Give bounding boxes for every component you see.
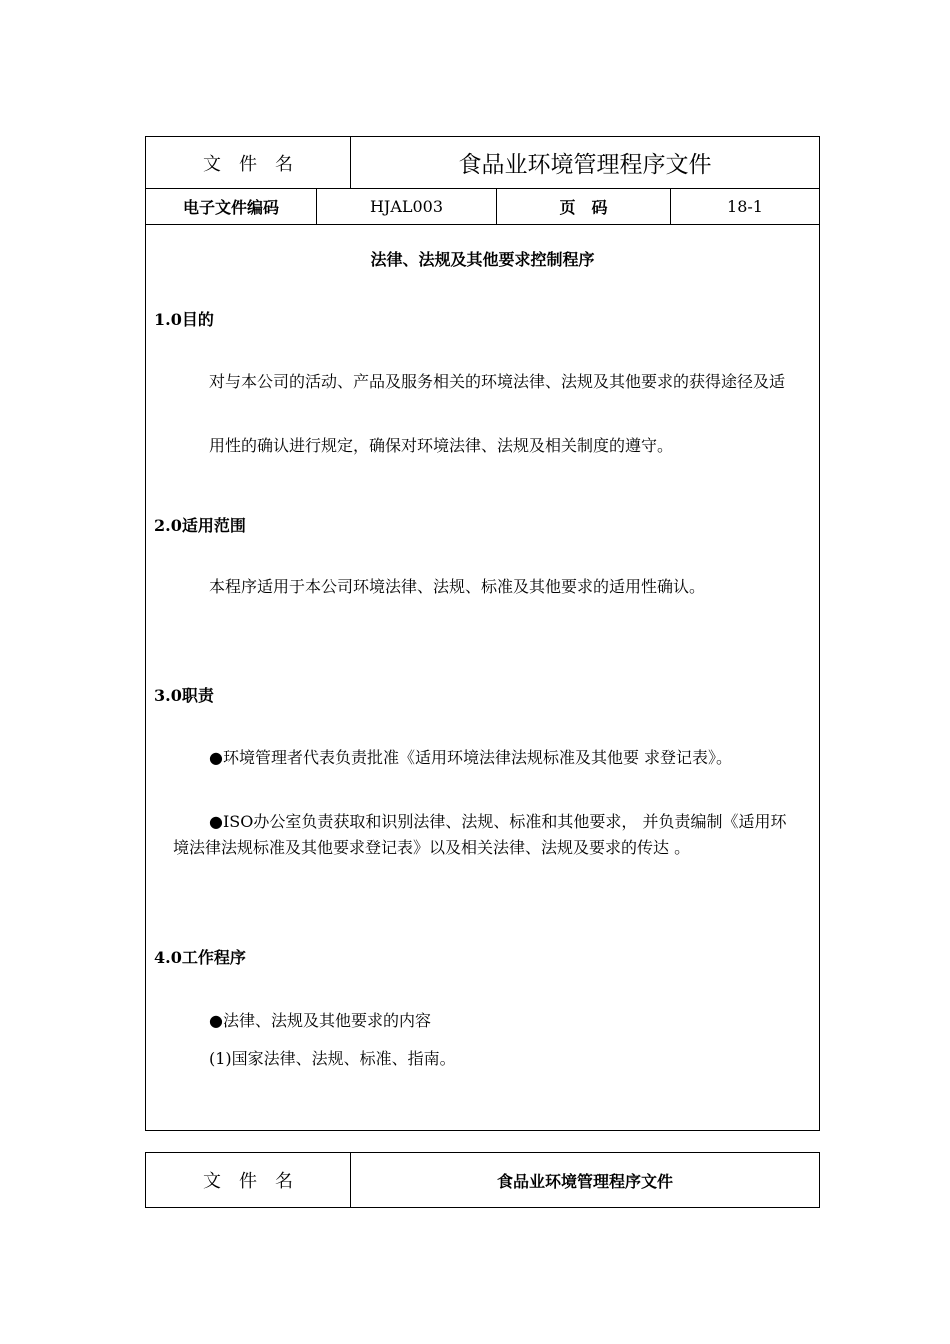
scope-paragraph: 本程序适用于本公司环境法律、法规、标准及其他要求的适用性确认。 bbox=[209, 577, 706, 596]
responsibility-paragraph-2: ●ISO办公室负责获取和识别法律、法规、标准和其他要求， 并负责编制《适用环境法律法规标准及其他要求登记表》以及相关法律、法规及要求的传达 。 bbox=[173, 812, 787, 857]
procedure-title: 法律、法规及其他要求控制程序 bbox=[370, 250, 595, 269]
file-name-value: 食品业环境管理程序文件 bbox=[458, 152, 712, 178]
header-row-code bbox=[146, 188, 819, 225]
next-file-name-value-cell bbox=[351, 1153, 819, 1207]
purpose-paragraph-1: 对与本公司的活动、产品及服务相关的环境法律、法规及其他要求的获得途径及适 bbox=[209, 372, 786, 391]
page-value: 18-1 bbox=[727, 196, 763, 216]
header-row-file-name bbox=[146, 137, 819, 189]
page-value-cell bbox=[671, 188, 819, 224]
code-value: HJAL003 bbox=[369, 196, 444, 216]
responsibility-paragraph-1: ●环境管理者代表负责批准《适用环境法律法规标准及其他要 求登记表》。 bbox=[209, 748, 733, 767]
procedure-item-1: ●法律、法规及其他要求的内容 bbox=[209, 1011, 431, 1030]
section-heading-scope: 2.0适用范围 bbox=[154, 516, 246, 535]
purpose-paragraph-2: 用性的确认进行规定，确保对环境法律、法规及相关制度的遵守。 bbox=[209, 436, 674, 455]
code-value-cell bbox=[317, 188, 497, 224]
page-label-cell bbox=[497, 188, 671, 224]
file-name-value-cell bbox=[351, 137, 819, 188]
procedure-item-2: (1)国家法律、法规、标准、指南。 bbox=[209, 1049, 456, 1068]
file-name-label-cell bbox=[146, 137, 351, 188]
section-heading-purpose: 1.0目的 bbox=[154, 310, 214, 329]
next-file-name-label-cell bbox=[146, 1153, 351, 1207]
code-label-cell bbox=[146, 188, 317, 224]
next-file-name-value: 食品业环境管理程序文件 bbox=[496, 1171, 673, 1191]
section-heading-responsibility: 3.0职责 bbox=[154, 686, 214, 705]
file-name-label: 文 件 名 bbox=[203, 153, 293, 175]
page-label: 页 码 bbox=[559, 197, 608, 217]
next-page-header bbox=[145, 1152, 820, 1208]
section-heading-procedure: 4.0工作程序 bbox=[154, 948, 246, 967]
code-label: 电子文件编码 bbox=[182, 197, 279, 217]
document-page bbox=[145, 136, 820, 1131]
next-file-name-label: 文 件 名 bbox=[203, 1171, 293, 1192]
